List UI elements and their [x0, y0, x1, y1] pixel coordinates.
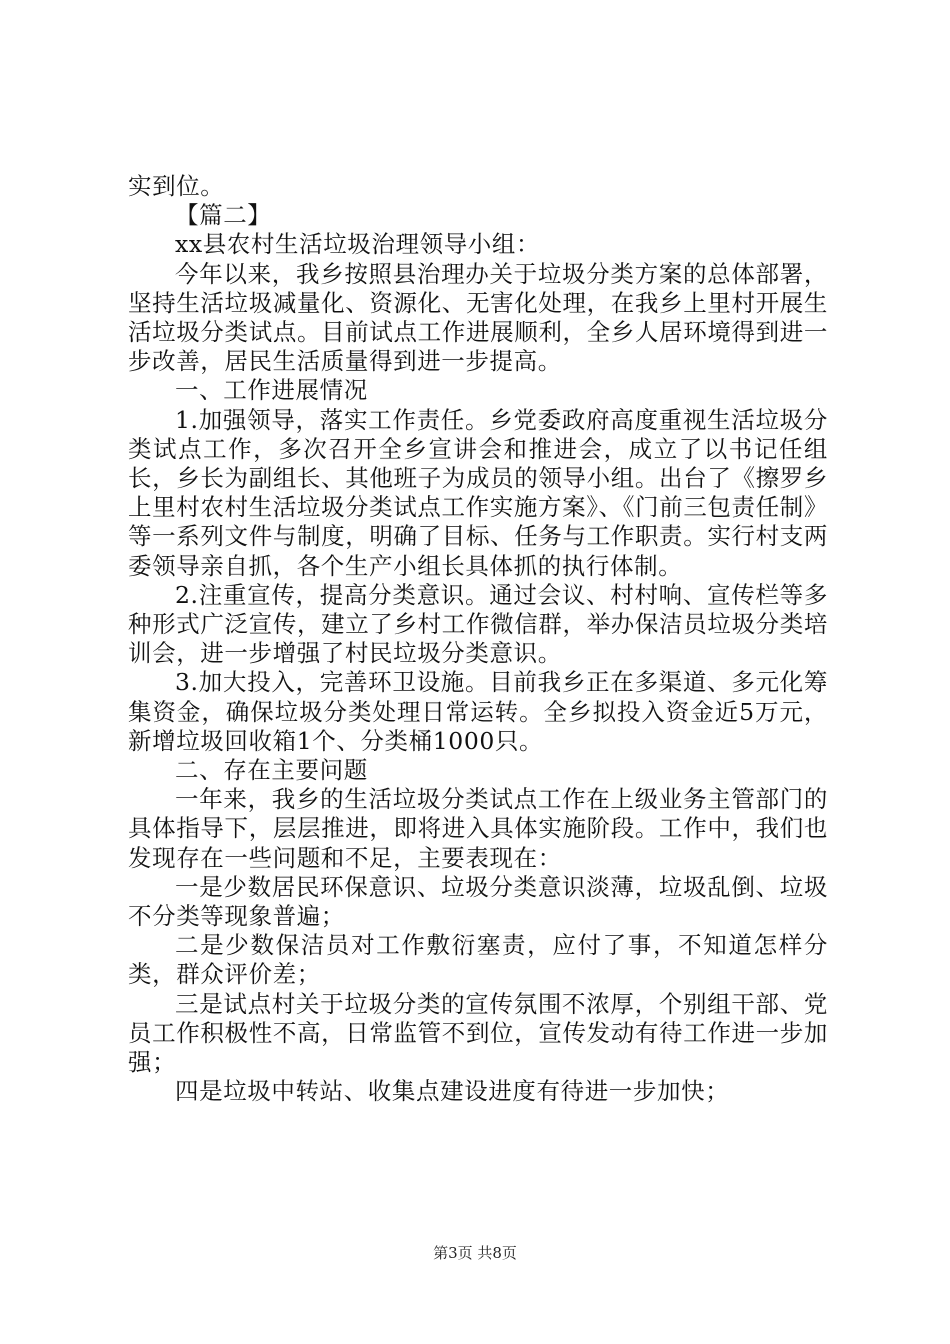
paragraph-problems-intro: 一年来，我乡的生活垃圾分类试点工作在上级业务主管部门的具体指导下，层层推进，即将进入具体实施阶段。工作中，我们也发现存在一些问题和不足，主要表现在： — [128, 785, 828, 872]
heading-problems: 二、存在主要问题 — [175, 756, 368, 785]
paragraph-item-3: 3.加大投入，完善环卫设施。目前我乡正在多渠道、多元化筹集资金，确保垃圾分类处理日常运转。全乡拟投入资金近5万元，新增垃圾回收箱1个、分类桶1000只。 — [128, 668, 828, 755]
heading-progress: 一、工作进展情况 — [175, 376, 368, 405]
section-heading-part-two: 【篇二】 — [175, 201, 272, 230]
paragraph-item-1: 1.加强领导，落实工作责任。乡党委政府高度重视生活垃圾分类试点工作，多次召开全乡宣讲会和推进会，成立了以书记任组长，乡长为副组长、其他班子为成员的领导小组。出台了《擦罗乡上里村农村生活垃圾分类试点工作实施方案》、《门前三包责任制》等一系列文件与制度，明确了目标、任务与工作职责。实行村支两委领导亲自抓，各个生产小组长具体抓的执行体制。 — [128, 405, 828, 580]
document-body — [128, 172, 828, 1107]
paragraph-intro: 今年以来，我乡按照县治理办关于垃圾分类方案的总体部署，坚持生活垃圾减量化、资源化、无害化处理，在我乡上里村开展生活垃圾分类试点。目前试点工作进展顺利，全乡人居环境得到进一步改善，居民生活质量得到进一步提高。 — [128, 259, 828, 376]
page-footer: 第3页 共8页 — [433, 1244, 517, 1262]
paragraph-continuation: 实到位。 — [128, 172, 225, 200]
paragraph-item-2: 2.注重宣传，提高分类意识。通过会议、村村响、宣传栏等多种形式广泛宣传，建立了乡村工作微信群，举办保洁员垃圾分类培训会，进一步增强了村民垃圾分类意识。 — [128, 580, 828, 668]
paragraph-problem-4: 四是垃圾中转站、收集点建设进度有待进一步加快； — [175, 1077, 730, 1106]
salutation: xx县农村生活垃圾治理领导小组： — [175, 230, 541, 259]
paragraph-problem-2: 二是少数保洁员对工作敷衍塞责，应付了事，不知道怎样分类，群众评价差； — [128, 931, 828, 989]
paragraph-problem-3: 三是试点村关于垃圾分类的宣传氛围不浓厚，个别组干部、党员工作积极性不高，日常监管不到位，宣传发动有待工作进一步加强； — [128, 989, 828, 1077]
paragraph-problem-1: 一是少数居民环保意识、垃圾分类意识淡薄，垃圾乱倒、垃圾不分类等现象普遍； — [128, 872, 828, 931]
